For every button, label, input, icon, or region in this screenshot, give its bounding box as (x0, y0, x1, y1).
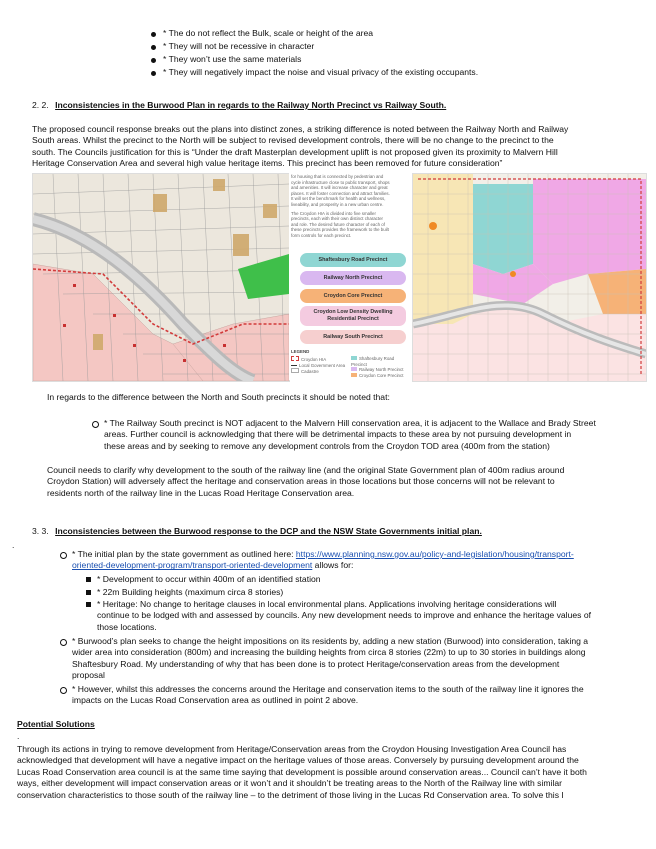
text-line: Lucas Road Conservation area council is at the same time saying that development is possible around conservation areas... Council can’t have it both (17, 766, 587, 777)
section-number: 3. 3. (32, 526, 49, 536)
precinct-description: for housing that is connected by pedestrian and cycle infrastructure close to public transport, shops and amenities. It will increase character and great places. It will foster connection and attract families. It will set the benchmark for health and wellness, liveability, and prosperity in a new urban centre. The Croydon HIA is divided into five smaller precincts, each with their own distinct character and role. The desired future character of each of these precincts provides the framework to the built form controls for each precinct. (291, 174, 390, 238)
potential-solutions-heading: Potential Solutions (17, 719, 95, 729)
bullet-icon (151, 32, 156, 37)
precinct-map-image (413, 174, 646, 381)
sub-list-item: * 22m Building heights (maximum circa 8 stories) (97, 587, 642, 598)
text-line: acknowledged that development will have a negative impact on the heritage values of those areas. Conversely by pursuing development around the (17, 755, 579, 766)
shaftesbury-road-precinct-pill: Shaftesbury Road Precinct (300, 253, 406, 267)
hollow-bullet-icon (60, 639, 67, 646)
hollow-bullet-icon (60, 552, 67, 559)
legend-title: LEGEND (291, 349, 310, 354)
hollow-bullet-icon (60, 687, 67, 694)
stray-dot: . (12, 540, 15, 550)
council-paragraph (47, 465, 637, 499)
stray-dot: . (17, 731, 20, 741)
precinct-legend-panel (289, 173, 411, 380)
planning-nsw-link[interactable]: https://www.planning.nsw.gov.au/policy-and-legislation/housing/transport- (295, 549, 574, 559)
section-2-heading (32, 100, 446, 111)
bullet-icon (151, 71, 156, 76)
sub-list-item: * Development to occur within 400m of an identified station (97, 574, 642, 585)
sub-list-item: * Heritage: No change to heritage clauses in local environmental plans. Applications involving heritage considerations will continue to be lodged with and assessed by councils. Any new development needs to improve and enhance the heritage values of those locations. (97, 599, 642, 633)
legend-column-1: Croydon HIA Local Government Area Cadastre (291, 356, 351, 375)
note-intro: In regards to the difference between the North and South precincts it should be noted that: (47, 392, 390, 402)
note-list-item (104, 418, 634, 452)
railway-north-precinct-pill: Railway North Precinct (300, 271, 406, 285)
list-item: * They will negatively impact the noise and visual privacy of the existing occupants. (163, 67, 603, 78)
croydon-low-density-precinct-pill: Croydon Low Density Dwelling Residential Precinct (300, 306, 406, 326)
hollow-bullet-icon (92, 421, 99, 428)
list-item: * They won’t use the same materials (163, 54, 603, 65)
text-line: Through its actions in trying to remove development from Heritage/Conservation areas from the Croydon Housing Investigation Area Council has (17, 744, 567, 754)
precinct-street-map (32, 173, 290, 382)
list-item: * The do not reflect the Bulk, scale or height of the area (163, 28, 603, 39)
text-line: south. The Councils justification for this is “Under the draft Masterplan development uplift is not proposed given its proximity to Malvern Hill (32, 146, 558, 157)
street-map-image (33, 174, 289, 381)
text-line: Heritage Conservation Area and several high value heritage items. This precinct has been removed for future consideration” (32, 158, 503, 169)
section-2-paragraph (32, 124, 632, 170)
text-line: ways, either development will impact conservation areas or it won’t and it shouldn’t be treating areas to the North of the Railway line with similar (17, 778, 563, 789)
legend-column-2: Shaftesbury Road Precinct Railway North Precinct Croydon Core Precinct (351, 356, 404, 378)
section-3-item-initial-plan: * The initial plan by the state government as outlined here: https://www.planning.nsw.gov.au/policy-and-legislation/housing/transport- oriented-development-program/transport-oriented-development allows for: (72, 549, 642, 572)
croydon-core-precinct-pill: Croydon Core Precinct (300, 289, 406, 303)
bullet-icon (151, 45, 156, 50)
solutions-paragraph (17, 744, 647, 801)
section-3-item-burwood-plan: * Burwood’s plan seeks to change the height impositions on its residents by, adding a new station (Burwood) into consideration, taking a wider area into consideration (800m) and increasing the building heights from circa 8 stories (22m) to up to 30 stories in buildings along Shaftesbury Road. My understanding of why that has been done is to protect Heritage/conservation areas from the development proposal (72, 636, 642, 682)
square-bullet-icon (86, 602, 91, 607)
text-line: The proposed council response breaks out the plans into distinct zones, a striking difference is noted between the Railway North and Railway (32, 124, 569, 134)
text-line: South areas. Whilst the precinct to the North will be subject to revised development controls, there will be no change to the precinct to the (32, 135, 554, 146)
text-line: conservation characteristics to those south of the railway line – to the detriment of those living in the Lucas Rd Conservation area. To solve this I (17, 789, 564, 800)
bullet-icon (151, 58, 156, 63)
text-line: * The Railway South precinct is NOT adjacent to the Malvern Hill conservation area, it is adjacent to the Wallace and Brady Street (104, 418, 596, 428)
text-line: these areas and by seeking to remove any development controls from the Croydon TOD area (400m from the station) (104, 440, 550, 451)
text-line: areas. Further council is acknowledging that there will be detrimental impacts to these area by not pursuing development in (104, 429, 572, 440)
list-item: * They will not be recessive in character (163, 41, 603, 52)
section-number: 2. 2. (32, 100, 49, 110)
text-line: Croydon Station) will adversely affect the heritage and conservation areas in those locations but those concerns will not be relevant to (47, 476, 555, 487)
railway-south-precinct-pill: Railway South Precinct (300, 330, 406, 344)
text-line: residents north of the railway line in the Lucas Road Heritage Conservation area. (47, 487, 355, 498)
section-title: Inconsistencies in the Burwood Plan in regards to the Railway North Precinct vs Railway South. (55, 100, 447, 110)
section-title: Inconsistencies between the Burwood response to the DCP and the NSW State Governments initial plan. (55, 526, 482, 536)
text-line: Council needs to clarify why development to the south of the railway line (and the original State Government plan of 400m radius around (47, 465, 565, 475)
square-bullet-icon (86, 577, 91, 582)
section-3-item-however: * However, whilst this addresses the concerns around the Heritage and conservation items to the south of the railway line it ignores the impacts on the Lucas Road Conservation area as outlined in point 2 above. (72, 684, 642, 707)
section-3-heading (32, 526, 482, 537)
planning-nsw-link-continued[interactable]: oriented-development-program/transport-oriented-development (72, 560, 313, 571)
precinct-colour-map (412, 173, 647, 382)
square-bullet-icon (86, 590, 91, 595)
